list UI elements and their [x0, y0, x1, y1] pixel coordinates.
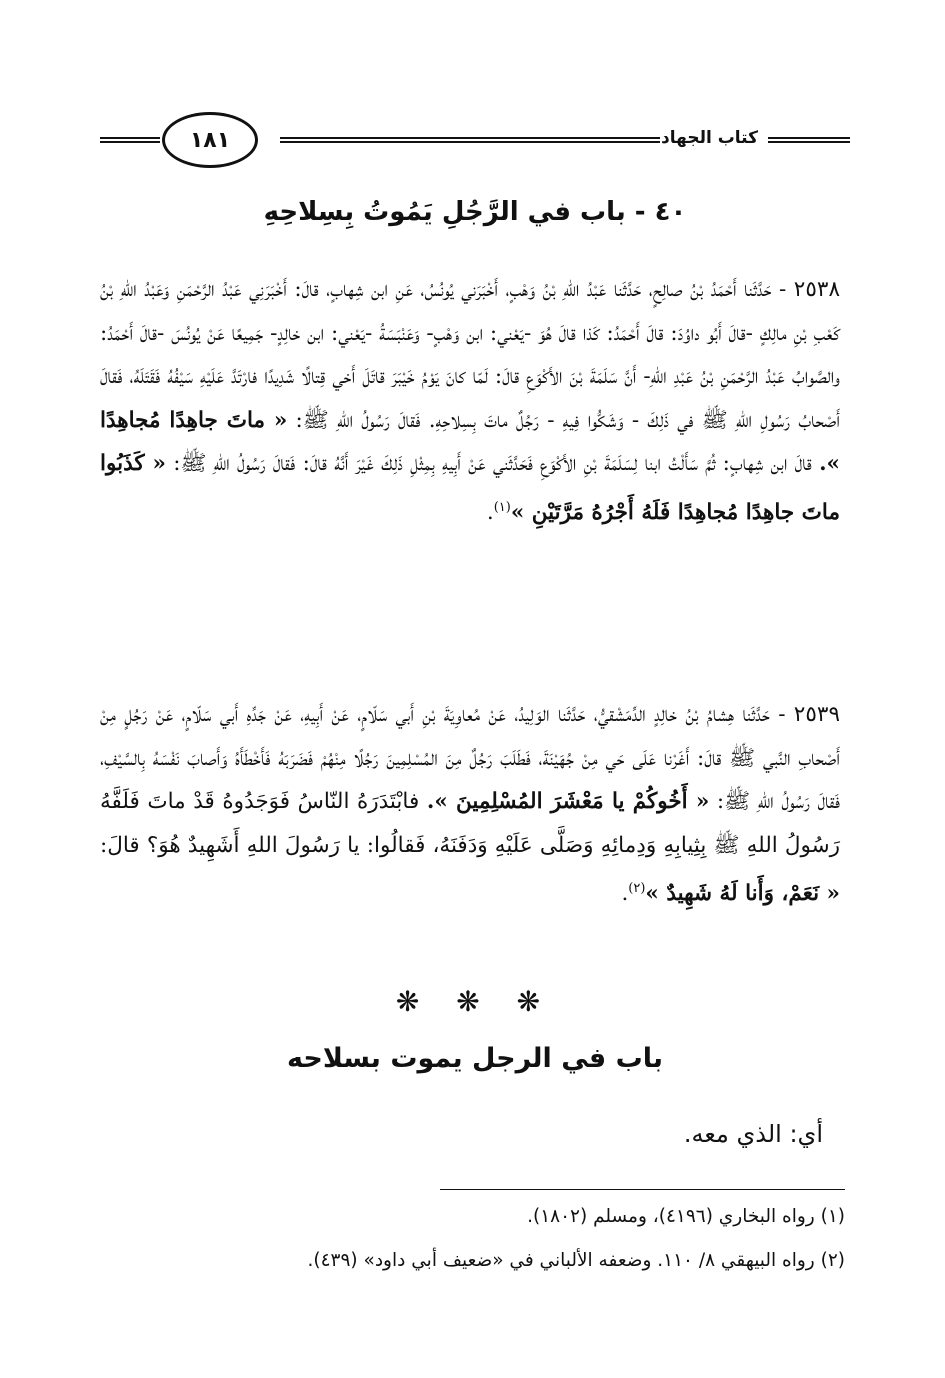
hadith-2538 [100, 268, 840, 534]
page-number: ١٨١ [162, 112, 258, 168]
prophetic-quote: « ماتَ جاهِدًا مُجاهِدًا ». [100, 407, 840, 476]
hadith-text: فابْتَدَرَهُ النّاسُ فَوَجَدُوهُ قَدْ ماتَ فَلَفَّهُ رَسُولُ اللهِ ﷺ بِثِيابِهِ وَدِمائِهِ وَصَلَّى عَلَيْهِ وَدَفَنَهُ، فَقالُوا: يا رَسُولَ اللهِ أَشَهِيدٌ هُوَ؟ قالَ: [100, 789, 840, 858]
full-stop: . [486, 499, 494, 525]
hadith-text: قالَ ابن شِهابٍ: ثُمَّ سَأَلْتُ ابنا لِسَلَمَةَ بْنِ الأَكْوَعِ فَحَدَّثَني عَنْ أَبِيهِ بِمِثْلِ ذَلِكَ غَيْرَ أَنَّهُ قالَ: فَقالَ رَسُولُ اللهِ ﷺ: [173, 451, 812, 476]
footnote-divider [440, 1189, 845, 1190]
section-separator: ❋ ❋ ❋ [395, 985, 555, 1018]
hadith-text: ٢٥٣٩ - حَدَّثَنا هِشامُ بْنُ خالِدٍ الدِّمَشْقيُّ، حَدَّثَنا الوَلِيدُ، عَنْ مُعاوِيَةَ بْنِ أَبي سَلّامٍ، عَنْ أَبِيهِ، عَنْ جَدِّهِ أَبي سَلّامٍ، عَنْ رَجُلٍ مِنْ أَصْحابِ النَّبي ﷺ قالَ: أَغَرْنا عَلَى حَي مِنْ جُهَيْنَةَ، فَطَلَبَ رَجُلٌ مِنَ المُسْلِمِينَ رَجُلًا مِنْهُمْ فَضَرَبَهُ فَأَخْطَأَهُ وَأَصابَ نَفْسَهُ بِالسَّيْفِ، فَقالَ رَسُولُ اللهِ ﷺ: [100, 702, 840, 814]
section-title: باب في الرجل يموت بسلاحه [287, 1043, 663, 1074]
footnote-2: (٢) رواه البيهقي ٨/ ١١٠. وضعفه الألباني في «ضعيف أبي داود» (٤٣٩). [307, 1250, 845, 1271]
prophetic-quote: « أَخُوكُمْ يا مَعْشَرَ المُسْلِمِينَ ». [426, 789, 710, 814]
header-rule-left [100, 137, 160, 143]
footnote-ref: (٢) [628, 881, 646, 896]
footnote-1: (١) رواه البخاري (٤١٩٦)، ومسلم (١٨٠٢). [527, 1206, 845, 1227]
running-header [100, 100, 850, 170]
header-rule-middle [280, 137, 660, 143]
hadith-2539 [100, 693, 840, 916]
footnote-ref: (١) [493, 499, 511, 515]
full-stop: . [621, 881, 629, 907]
hadith-text: ٢٥٣٨ - حَدَّثَنا أَحْمَدُ بْنُ صالِحٍ، حَدَّثَنا عَبْدُ اللهِ بْنُ وَهْبٍ، أَخْبَرَني يُونُسُ، عَنِ ابن شِهابٍ، قالَ: أَخْبَرَنِي عَبْدُ الرَّحْمَنِ وَعَبْدُ اللهِ بْنُ كَعْبِ بْنِ مالِكٍ -قالَ أَبُو داوُدَ: قالَ أَحْمَدُ: كَذا قالَ هُوَ -يَعْني: ابن وَهْبٍ- وَعَنْبَسَةُ -يَعْني: ابن خالِدٍ- جَمِيعًا عَنْ يُونُسَ -قالَ أَحْمَدُ: والصَّوابُ عَبْدُ الرَّحْمَنِ بْنُ عَبْدِ اللهِ- أَنَّ سَلَمَةَ بْنَ الأَكْوَعِ قالَ: لَمّا كانَ يَوْمُ خَيْبَرَ قاتَلَ أَخي قِتالًا شَدِيدًا فارْتَدَّ عَلَيْهِ سَيْفُهُ فَقَتَلَهُ، فَقالَ أَصْحابُ رَسُولِ اللهِ ﷺ في ذَلِكَ - وَشَكُّوا فِيهِ - رَجُلٌ ماتَ بِسِلاحِهِ. فَقالَ رَسُولُ اللهِ ﷺ: [100, 277, 840, 433]
header-rule-right [768, 137, 850, 143]
prophetic-quote: « نَعَمْ، وَأَنا لَهُ شَهِيدٌ » [645, 881, 840, 907]
prophetic-quote: « كَذَبُوا ماتَ جاهِدًا مُجاهِدًا فَلَهُ أَجْرُهُ مَرَّتَيْنِ » [100, 451, 840, 525]
chapter-title: ٤٠ - باب في الرَّجُلِ يَمُوتُ بِسِلاحِهِ [263, 197, 687, 227]
commentary-text: أي: الذي معه. [683, 1120, 823, 1148]
book-title: كتاب الجهاد [660, 128, 758, 148]
